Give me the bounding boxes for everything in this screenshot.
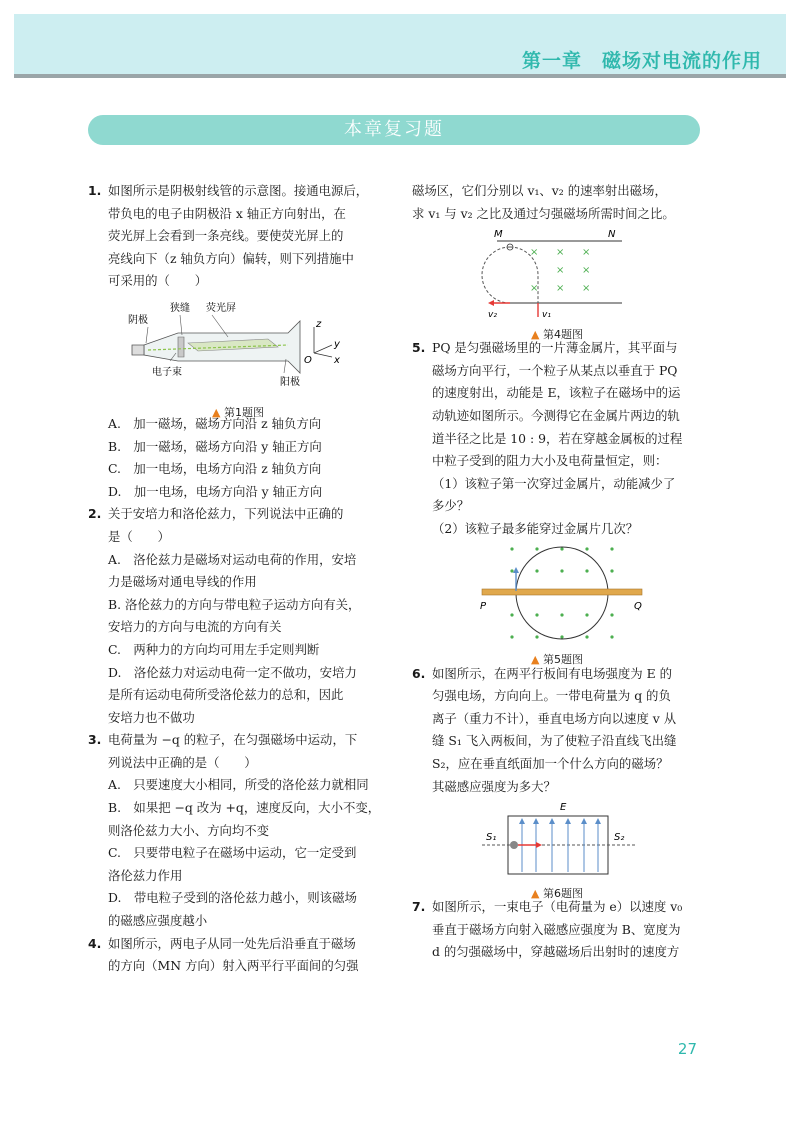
label-n: N: [608, 229, 616, 241]
question-text: 垂直于磁场方向射入磁感应强度为 B、宽度为: [432, 921, 681, 937]
option: A. 只要速度大小相同，所受的洛伦兹力就相同: [108, 777, 369, 793]
question-5: [412, 337, 702, 540]
question-text: 如图所示，两电子从同一处先后沿垂直于磁场: [108, 935, 356, 951]
caption-triangle-icon: ▲: [212, 405, 221, 419]
question-4: [88, 933, 388, 978]
option: 安培力的方向与电流的方向有关: [108, 619, 282, 635]
label-screen: 荧光屏: [206, 302, 236, 314]
option: D. 洛伦兹力对运动电荷一定不做功，安培力: [108, 664, 357, 680]
field-mark: ×: [582, 247, 591, 259]
axis-origin-label: O: [304, 354, 312, 366]
question-text: 荧光屏上会看到一条亮线。要使荧光屏上的: [108, 228, 344, 244]
question-text: 如图所示，在两平行板间有电场强度为 E 的: [432, 665, 672, 681]
option: D. 加一电场，电场方向沿 y 轴正方向: [108, 483, 323, 499]
caption-text: 第5题图: [542, 653, 583, 667]
question-text: d 的匀强磁场中，穿越磁场后出射时的速度方: [432, 944, 680, 960]
question-3: [88, 729, 388, 932]
label-v1: v₁: [542, 310, 551, 320]
caption-triangle-icon: ▲: [531, 327, 540, 341]
option: C. 加一电场，电场方向沿 z 轴负方向: [108, 461, 322, 477]
field-mark: ×: [582, 265, 591, 277]
label-v2: v₂: [488, 310, 497, 320]
label-beam: 电子束: [152, 366, 182, 378]
axis-y-label: y: [334, 338, 340, 350]
question-text: 列说法中正确的是（ ）: [108, 754, 257, 770]
question-4-continued: 求 v₁ 与 v₂ 之比及通过匀强磁场所需时间之比。: [412, 205, 675, 221]
question-text: S₂，应在垂直纸面加一个什么方向的磁场？: [432, 755, 669, 771]
question-7: [412, 896, 702, 964]
question-text: 如图所示是阴极射线管的示意图。接通电源后，: [108, 183, 369, 198]
field-mark: ×: [582, 283, 591, 295]
question-text: 的方向（MN 方向）射入两平行平面间的匀强: [108, 958, 359, 974]
label-m: M: [494, 229, 503, 241]
caption-triangle-icon: ▲: [531, 886, 540, 900]
question-4-continued: 磁场区，它们分别以 v₁、v₂ 的速率射出磁场，: [412, 183, 667, 198]
question-text: 匀强电场，方向向上。一带电荷量为 q 的负: [432, 688, 671, 704]
question-text: 其磁感应强度为多大？: [432, 778, 556, 794]
question-text: 是（ ）: [108, 528, 170, 544]
question-text: PQ 是匀强磁场里的一片薄金属片，其平面与: [432, 340, 678, 356]
parallel-plate-field-diagram: [412, 798, 702, 878]
field-mark: ×: [530, 247, 539, 259]
option: 洛伦兹力作用: [108, 867, 183, 883]
question-text: 可采用的（ ）: [108, 273, 208, 289]
left-column: [88, 180, 388, 978]
question-number: 7.: [412, 899, 426, 915]
field-mark: ×: [556, 265, 565, 277]
option: C. 两种力的方向均可用左手定则判断: [108, 641, 320, 657]
option: B. 加一磁场，磁场方向沿 y 轴正方向: [108, 438, 322, 454]
question-text: 的速度射出，动能是 E，该粒子在磁场中的运: [432, 385, 681, 401]
parallel-plane-field-diagram: [412, 225, 702, 319]
option: B. 洛伦兹力的方向与带电粒子运动方向有关，: [108, 596, 361, 612]
option: 则洛伦兹力大小、方向均不变: [108, 822, 270, 838]
question-text: 缝 S₁ 飞入两板间，为了使粒子沿直线飞出缝: [432, 733, 677, 749]
figure-5: [412, 541, 702, 667]
axis-z-label: z: [316, 318, 322, 330]
question-text: 带负电的电子由阴极沿 x 轴正方向射出，在: [108, 205, 346, 221]
option: D. 带电粒子受到的洛伦兹力越小，则该磁场: [108, 890, 357, 906]
option: B. 如果把 −q 改为 +q，速度反向，大小不变，: [108, 800, 381, 816]
label-slit: 狭缝: [170, 302, 190, 314]
question-text: 中粒子受到的阻力大小及电荷量恒定，则：: [432, 453, 668, 469]
caption-triangle-icon: ▲: [531, 653, 540, 667]
field-mark: ×: [530, 283, 539, 295]
sub-question: 多少？: [432, 498, 470, 514]
question-text: 道半径之比是 10 : 9，若在穿越金属板的过程: [432, 430, 683, 446]
question-number: 1.: [88, 183, 102, 198]
chapter-title: 第一章 磁场对电流的作用: [521, 50, 762, 72]
cathode-ray-tube-diagram: [88, 293, 388, 397]
question-number: 5.: [412, 340, 426, 356]
figure-4: [412, 225, 702, 341]
field-mark: ×: [556, 283, 565, 295]
option: 安培力也不做功: [108, 709, 195, 725]
figure-caption: [88, 405, 388, 421]
page-number: 27: [677, 1040, 697, 1058]
option: A. 加一磁场，磁场方向沿 z 轴负方向: [108, 415, 322, 431]
caption-text: 第6题图: [542, 886, 583, 900]
question-text: 磁场方向平行，一个粒子从某点以垂直于 PQ: [432, 362, 678, 378]
question-text: 关于安培力和洛伦兹力，下列说法中正确的: [108, 506, 344, 522]
right-column: [412, 180, 702, 964]
option: 力是磁场对通电导线的作用: [108, 574, 257, 590]
option: C. 只要带电粒子在磁场中运动，它一定受到: [108, 845, 357, 861]
metal-sheet-trajectory-diagram: [412, 541, 702, 645]
question-number: 2.: [88, 506, 102, 522]
question-text: 动轨迹如图所示。今测得它在金属片两边的轨: [432, 407, 680, 423]
label-p: P: [480, 600, 487, 612]
question-number: 3.: [88, 732, 102, 748]
question-text: 如图所示，一束电子（电荷量为 e）以速度 v₀: [432, 899, 683, 915]
question-1: [88, 180, 388, 293]
label-s2: S₂: [614, 832, 625, 844]
sub-question: （1）该粒子第一次穿过金属片，动能减少了: [432, 475, 676, 491]
sub-question: （2）该粒子最多能穿过金属片几次？: [432, 520, 639, 536]
caption-text: 第1题图: [223, 405, 264, 419]
label-e: E: [560, 802, 567, 814]
header-divider: [14, 74, 786, 78]
section-banner: 本章复习题: [88, 115, 700, 145]
field-mark: ×: [556, 247, 565, 259]
question-text: 电荷量为 −q 的粒子，在匀强磁场中运动，下: [108, 732, 358, 748]
option: 是所有运动电荷所受洛伦兹力的总和，因此: [108, 687, 344, 703]
option: 的磁感应强度越小: [108, 913, 208, 929]
figure-1: [88, 293, 388, 419]
figure-6: [412, 798, 702, 900]
question-2: [88, 503, 388, 729]
caption-text: 第4题图: [542, 327, 583, 341]
label-s1: S₁: [486, 832, 497, 844]
option: A. 洛伦兹力是磁场对运动电荷的作用，安培: [108, 551, 357, 567]
question-6: [412, 663, 702, 799]
question-text: 亮线向下（z 轴负方向）偏转，则下列措施中: [108, 250, 354, 266]
axis-x-label: x: [334, 354, 340, 366]
question-number: 6.: [412, 665, 426, 681]
label-cathode: 阴极: [128, 314, 148, 326]
label-q: Q: [634, 600, 642, 612]
question-text: 离子（重力不计），垂直电场方向以速度 v 从: [432, 710, 677, 726]
label-anode: 阳极: [280, 376, 300, 388]
question-number: 4.: [88, 935, 102, 951]
